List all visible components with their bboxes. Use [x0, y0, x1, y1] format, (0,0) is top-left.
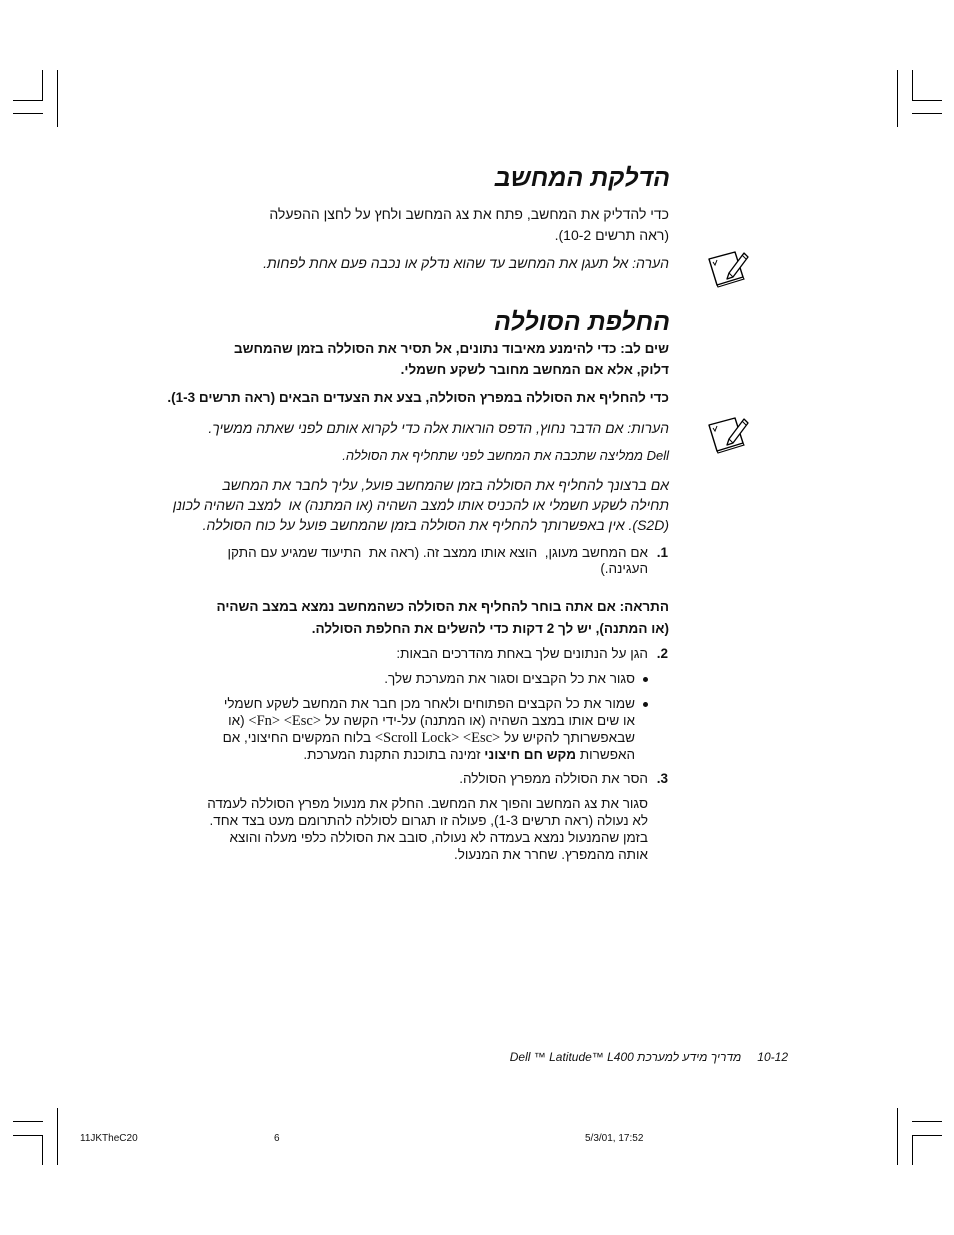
crop-mark [13, 1121, 43, 1122]
crop-mark [912, 70, 913, 100]
caution-line: שים לב: כדי להימנע מאיבוד נתונים, אל תסיר את הסוללה בזמן שהמחשב [233, 341, 669, 356]
body-line: סגור את צג המחשב והפוך את המחשב. החלק את מנעול מפרץ הסוללה לעמדה [207, 796, 648, 811]
note-pencil-icon [707, 415, 751, 455]
warning-line: התראה: אם אתה בוחר להחליף את הסוללה כשהמחשב נמצא במצב השהיה [216, 599, 669, 614]
crop-mark [912, 1121, 942, 1122]
step-text: הסר את הסוללה ממפרץ הסוללה. [459, 771, 648, 786]
note-text: (S2D). אין באפשרותך להחליף את הסוללה בזמן שהמחשב פועל על כוח הסוללה. [202, 517, 669, 533]
list-item-text: או שים אותו במצב השהיה (או המתנה) על-ידי הקשה על [324, 713, 635, 728]
note-text: אם ברצונך להחליף את הסוללה בזמן שהמחשב פועל, עליך לחבר את המחשב [222, 477, 669, 493]
step-text: העגינה.) [600, 561, 648, 576]
slug-page: 6 [274, 1133, 280, 1144]
option-name: מקש חם חיצוני [484, 747, 577, 762]
note-text: הערות: אם הדבר נחוץ, הדפס הוראות אלה כדי לקרוא אותם לפני שאתה ממשיך. [208, 420, 669, 436]
list-item-text: (או [228, 713, 245, 728]
footer-title: מדריך מידע למערכת Dell ™ Latitude™ L400 [509, 1050, 742, 1064]
list-item: סגור את כל הקבצים וסגור את המערכת שלך. [384, 671, 635, 686]
list-item-text: שבאפשרותך להקיש על [503, 730, 635, 745]
section-heading-battery: החלפת הסוללה [493, 308, 670, 336]
body-line: בזמן שהמנעול נמצא בעמדה לא נעולה, סובב את הסוללה כלפי מעלה והוצא [229, 830, 648, 845]
slug-file: 11JKTheC20 [80, 1133, 138, 1144]
note-text: תחילה לשקע חשמלי או להכניס אותו למצב השהיה (או המתנה) או למצב השהיה לכונן [172, 497, 669, 513]
step-number: 1. [656, 545, 668, 560]
key-combo: <Scroll Lock> <Esc> [374, 730, 501, 746]
slug-timestamp: 5/3/01, 17:52 [585, 1133, 644, 1144]
body-line: כדי להדליק את המחשב, פתח את צג המחשב ולחץ על לחצן ההפעלה [269, 206, 669, 222]
list-item-text: בלוח המקשים החיצוני, אם [222, 730, 372, 745]
section-heading-power-on: הדלקת המחשב [494, 164, 670, 192]
note-pencil-icon [707, 249, 751, 289]
step-text: הגן על הנתונים שלך באחת מהדרכים הבאות: [396, 646, 648, 661]
crop-mark [13, 113, 43, 114]
crop-mark [912, 100, 942, 101]
procedure-intro: כדי להחליף את הסוללה במפרץ הסוללה, בצע את הצעדים הבאים (ראה תרשים 1-3). [167, 390, 669, 405]
body-line: לא נעולה (ראה תרשים 1-3), פעולה זו תגרום לסוללה להתרומם מעט בצד אחד. [209, 813, 648, 828]
warning-line: (או המתנה), יש לך 2 דקות כדי להשלים את החלפת הסוללה. [311, 621, 669, 636]
step-text: אם המחשב מעוגן, הוצא אותו ממצב זה. (ראה את התיעוד שמגיע עם התקן [227, 545, 648, 560]
caution-line: דלוק, אלא אם המחשב מחובר לשקע חשמלי. [400, 362, 669, 377]
list-item-line [303, 746, 635, 764]
body-line: אותה מהמפרץ. שחרר את המנעול. [453, 847, 648, 862]
list-item-text: זמינה בתוכנת התקנת המערכת. [303, 747, 481, 762]
step-number: 2. [656, 646, 668, 661]
note-text: Dell ממליצה שתכבה את המחשב לפני שתחליף את הסוללה. [342, 448, 669, 463]
crop-mark [13, 1135, 43, 1136]
crop-mark [897, 70, 898, 127]
page-footer [510, 1049, 788, 1065]
crop-mark [13, 100, 43, 101]
list-item-line [228, 712, 635, 730]
crop-mark [912, 1135, 913, 1165]
crop-mark [42, 1135, 43, 1165]
bullet-icon [643, 702, 648, 707]
crop-mark [897, 1108, 898, 1165]
crop-mark [57, 1108, 58, 1165]
page-number: 10-12 [757, 1050, 788, 1064]
note-text: הערה: אל תעגן את המחשב עד שהוא נדלק או נכבה פעם אחת לפחות. [263, 255, 669, 271]
key-combo: <Fn> <Esc> [248, 713, 321, 729]
crop-mark [42, 70, 43, 100]
body-line: (ראה תרשים 10-2). [554, 227, 669, 243]
step-number: 3. [656, 771, 668, 786]
list-item: שמור את כל הקבצים הפתוחים ולאחר מכן חבר את המחשב לשקע חשמלי [223, 696, 635, 711]
crop-mark [912, 1135, 942, 1136]
crop-mark [912, 113, 942, 114]
list-item-line [223, 729, 635, 747]
bullet-icon [643, 677, 648, 682]
list-item-text: האפשרות [579, 747, 635, 762]
crop-mark [57, 70, 58, 127]
